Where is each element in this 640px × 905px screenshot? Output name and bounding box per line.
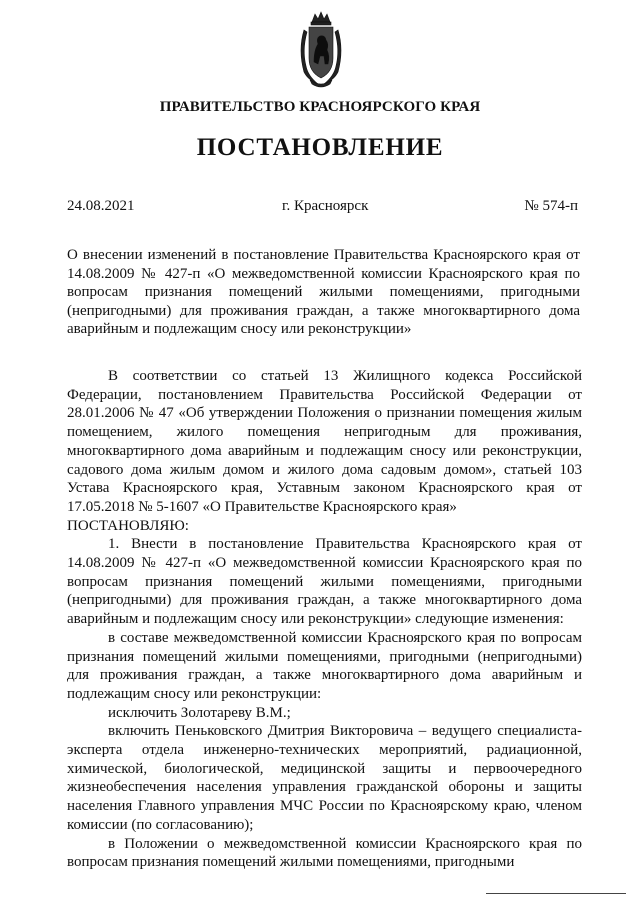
document-number: № 574-п [524, 198, 578, 214]
preamble-paragraph: В соответствии со статьей 13 Жилищного кодекса Российской Федерации, постановлением Правительства Российской Федерации от 28.01.2006 № 47 «Об утверждении Положения о признании помещения жилым помещением, жилого помещения непригодным для проживания, многоквартирного дома аварийным и подлежащим сносу или реконструкции, садового дома жилым домом и жилого дома садовым домом», статьей 103 Устава Красноярского края, Уставным законом Красноярского края от 17.05.2018 № 5-1607 «О Правительстве Красноярского края» [67, 368, 582, 515]
document-city: г. Красноярск [282, 198, 369, 214]
commission-composition-paragraph: в составе межведомственной комиссии Красноярского края по вопросам признания помещений жилыми помещениями, пригодными (непригодными) для проживания граждан, а также многоквартирного дома аварийным и подлежащим сносу или реконструкции: [67, 629, 582, 702]
coat-of-arms-icon [296, 10, 346, 88]
document-date: 24.08.2021 [67, 198, 135, 214]
regulation-paragraph: в Положении о межведомственной комиссии Красноярского края по вопросам признания помещений жилыми помещениями, пригодными [67, 835, 582, 871]
document-body [67, 367, 582, 872]
resolve-keyword: ПОСТАНОВЛЯЮ: [67, 517, 189, 534]
government-name: ПРАВИТЕЛЬСТВО КРАСНОЯРСКОГО КРАЯ [159, 99, 481, 115]
page-bottom-line [486, 893, 626, 894]
exclude-paragraph: исключить Золотареву В.М.; [108, 704, 291, 721]
include-paragraph: включить Пеньковского Дмитрия Викторовича – ведущего специалиста-эксперта отдела инженерно-технических мероприятий, радиационной, химической, биологической, медицинской защиты и первоочередного жизнеобеспечения населения управления гражданской обороны и защиты населения Главного управления МЧС России по Красноярскому краю, членом комиссии (по согласованию); [67, 723, 582, 833]
item-1-paragraph: 1. Внести в постановление Правительства Красноярского края от 14.08.2009 № 427-п «О межведомственной комиссии Красноярского края по вопросам признания помещений жилыми помещениями, пригодными (непригодными) для проживания граждан, а также многоквартирного дома аварийным и подлежащим сносу или реконструкции» следующие изменения: [67, 536, 582, 628]
document-type-title: ПОСТАНОВЛЕНИЕ [196, 134, 444, 161]
document-subject: О внесении изменений в постановление Правительства Красноярского края от 14.08.2009 № 427-п «О межведомственной комиссии Красноярского края по вопросам признания помещений жилыми помещениями, пригодными (непригодными) для проживания граждан, а также многоквартирного дома аварийным и подлежащим сносу или реконструкции» [67, 247, 580, 338]
